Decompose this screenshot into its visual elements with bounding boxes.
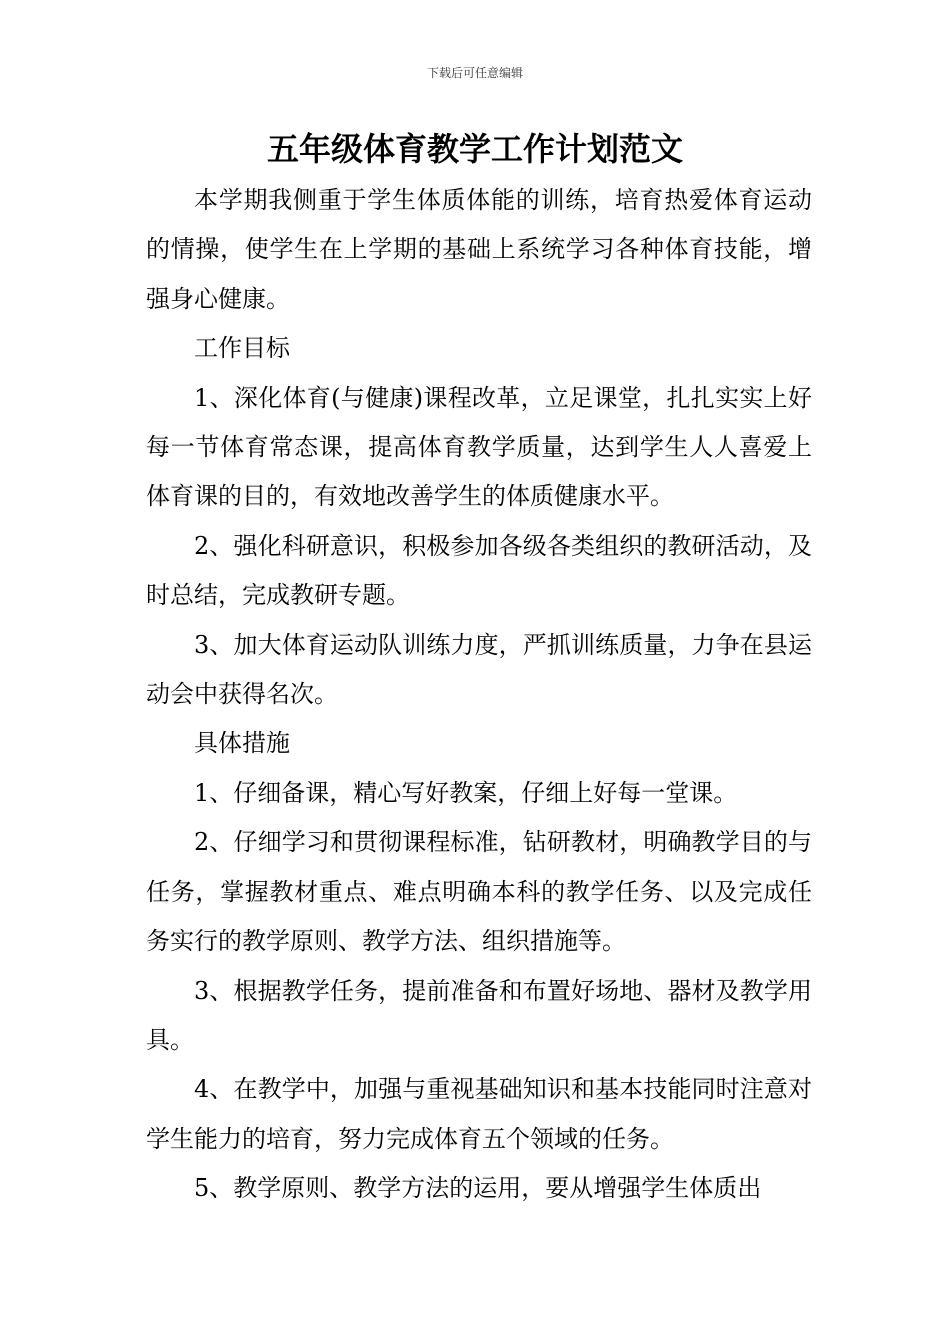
document-title: 五年级体育教学工作计划范文	[266, 130, 683, 168]
section-heading-goals: 工作目标	[194, 334, 290, 363]
header-note: 下载后可任意编辑	[426, 66, 523, 80]
paragraph: 4、在教学中，加强与重视基础知识和基本技能同时注意对学生能力的培育，努力完成体育五个领域的任务。	[146, 1075, 812, 1153]
paragraph: 本学期我侧重于学生体质体能的训练，培育热爱体育运动的情操，使学生在上学期的基础上系统学习各种体育技能，增强身心健康。	[146, 186, 812, 313]
paragraph: 2、仔细学习和贯彻课程标准，钻研教材，明确教学目的与任务，掌握教材重点、难点明确本科的教学任务、以及完成任务实行的教学原则、教学方法、组织措施等。	[146, 828, 812, 956]
paragraph: 1、深化体育(与健康)课程改革，立足课堂，扎扎实实上好每一节体育常态课，提高体育教学质量，达到学生人人喜爱上体育课的目的，有效地改善学生的体质健康水平。	[146, 383, 812, 511]
paragraph: 3、根据教学任务，提前准备和布置好场地、器材及教学用具。	[146, 976, 812, 1054]
paragraph: 2、强化科研意识，积极参加各级各类组织的教研活动，及时总结，完成教研专题。	[146, 531, 812, 610]
paragraph: 1、仔细备课，精心写好教案，仔细上好每一堂课。	[194, 778, 738, 807]
section-heading-measures: 具体措施	[194, 729, 290, 758]
paragraph: 3、加大体育运动队训练力度，严抓训练质量，力争在县运动会中获得名次。	[146, 630, 812, 709]
paragraph: 5、教学原则、教学方法的运用，要从增强学生体质出	[194, 1174, 762, 1203]
document-body	[146, 176, 812, 1214]
